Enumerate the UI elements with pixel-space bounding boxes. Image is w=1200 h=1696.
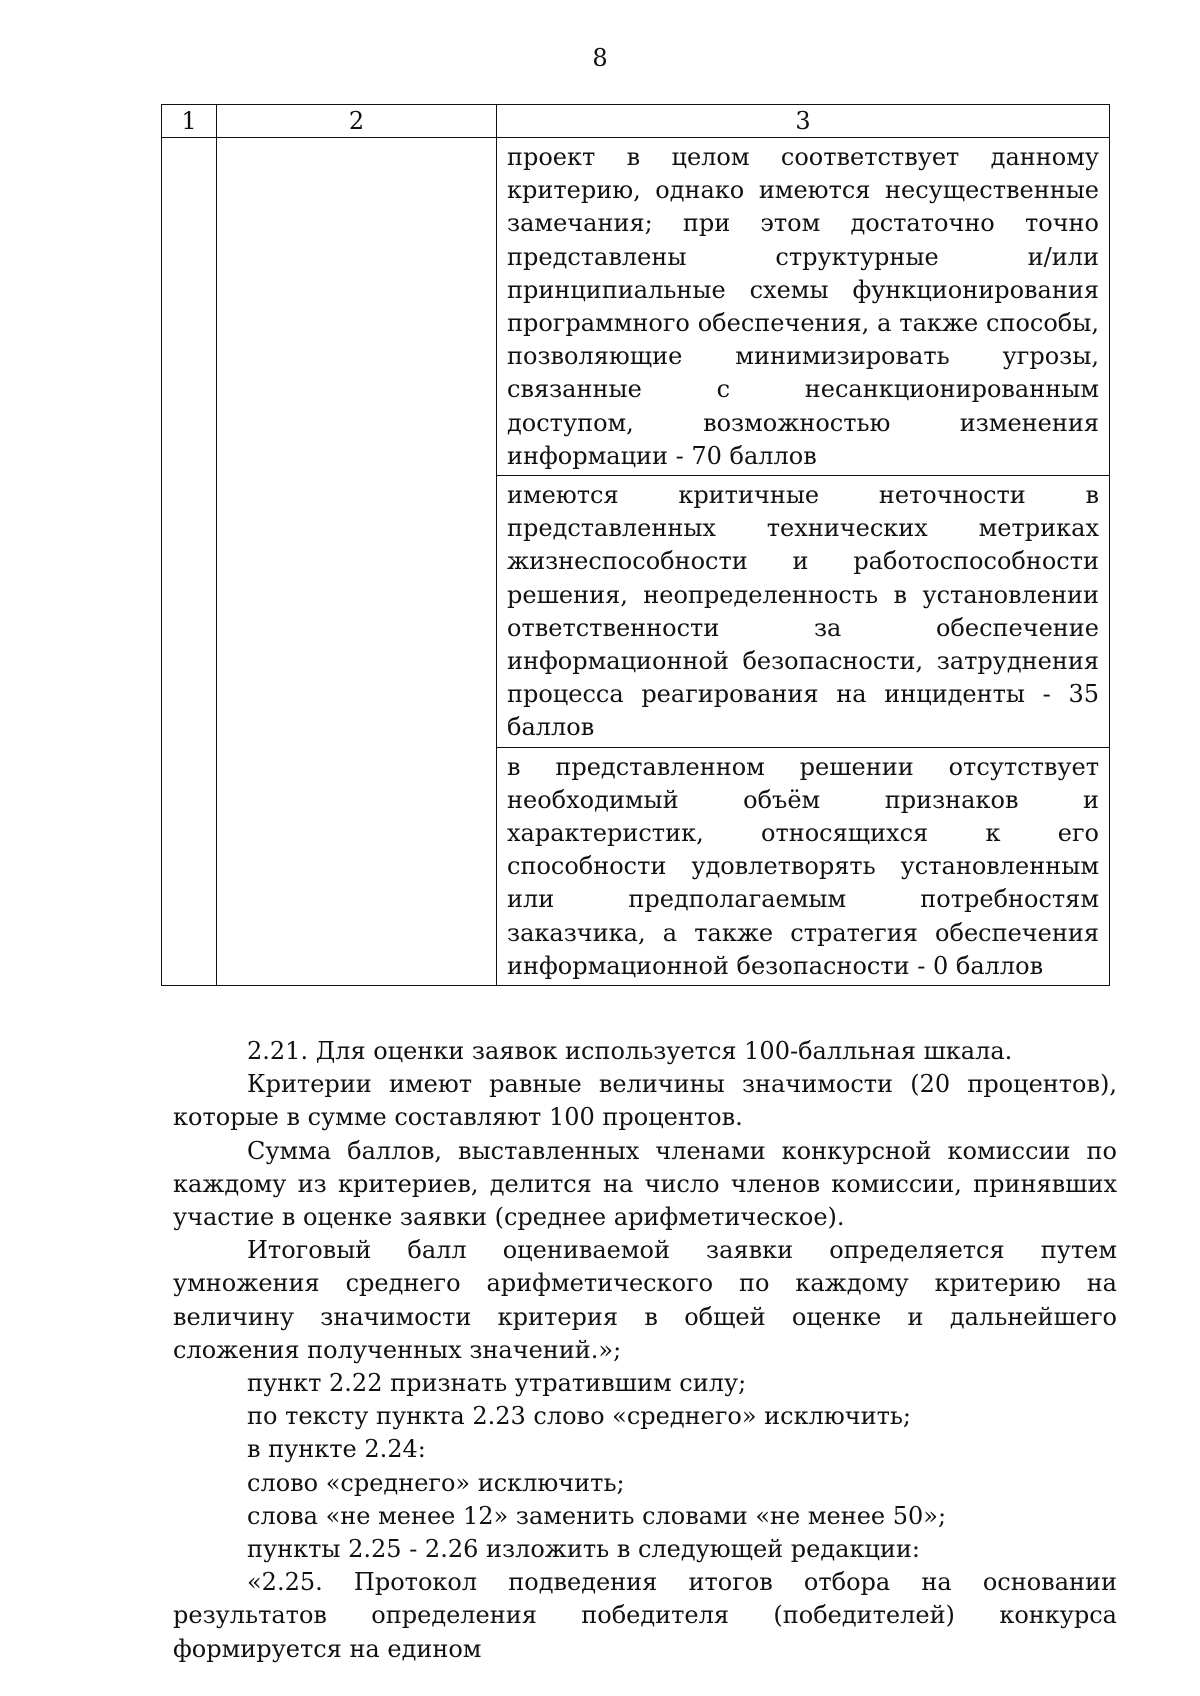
criteria-table	[161, 104, 1110, 986]
table-header-row	[162, 105, 1110, 138]
table-cell-col-1	[162, 138, 217, 986]
table-row	[162, 138, 1110, 476]
paragraph-2-25-2-26: пункты 2.25 - 2.26 изложить в следующей редакции:	[247, 1535, 920, 1564]
paragraph-2-24: в пункте 2.24:	[247, 1435, 426, 1464]
paragraph-2-24-b: слова «не менее 12» заменить словами «не менее 50»;	[247, 1501, 947, 1530]
table-header-col-3: 3	[497, 105, 1110, 138]
table-cell-score-0	[497, 747, 1110, 985]
paragraph-2-24-a: слово «среднего» исключить;	[247, 1468, 625, 1497]
score-70-text: проект в целом соответствует данному критерию, однако имеются несущественные замечания; при этом достаточно точно представлены структурные и/или принципиальные схемы функционирования программного обеспечения, а также способы, позволяющие минимизировать угрозы, связанные с несанкционированным доступом, возможностью изменения информации - 70 баллов	[507, 143, 1099, 470]
paragraph-score-sum: Сумма баллов, выставленных членами конкурсной комиссии по каждому из критериев, делится на число членов комиссии, принявших участие в оценке заявки (среднее арифметическое).	[173, 1136, 1117, 1232]
page-number: 8	[592, 44, 608, 72]
table-cell-score-35	[497, 476, 1110, 748]
paragraph-2-21: 2.21. Для оценки заявок используется 100-балльная шкала.	[247, 1037, 1013, 1065]
paragraph-2-25-protocol: «2.25. Протокол подведения итогов отбора на основании результатов определения победителя (победителей) конкурса формируется на едином	[173, 1568, 1117, 1663]
table-header-col-1: 1	[162, 105, 217, 138]
score-0-text: в представленном решении отсутствует необходимый объём признаков и характеристик, относящихся к его способности удовлетворять установленным или предполагаемым потребностям заказчика, а также стратегия обеспечения информационной безопасности - 0 баллов	[507, 752, 1099, 980]
table-cell-score-70	[497, 138, 1110, 476]
paragraph-criteria-weights: Критерии имеют равные величины значимости (20 процентов), которые в сумме составляют 100 процентов.	[173, 1070, 1117, 1132]
paragraph-final-score: Итоговый балл оцениваемой заявки определяется путем умножения среднего арифметического по каждому критерию на величину значимости критерия в общей оценке и дальнейшего сложения полученных значений.»;	[173, 1236, 1117, 1364]
table-header-col-2: 2	[217, 105, 497, 138]
paragraph-2-22: пункт 2.22 признать утратившим силу;	[247, 1369, 747, 1398]
document-body	[173, 1035, 1117, 1666]
paragraph-2-23: по тексту пункта 2.23 слово «среднего» исключить;	[247, 1402, 912, 1431]
score-35-text: имеются критичные неточности в представленных технических метриках жизнеспособности и работоспособности решения, неопределенность в установлении ответственности за обеспечение информационной безопасности, затруднения процесса реагирования на инциденты - 35 баллов	[507, 481, 1099, 742]
table-cell-col-2	[217, 138, 497, 986]
